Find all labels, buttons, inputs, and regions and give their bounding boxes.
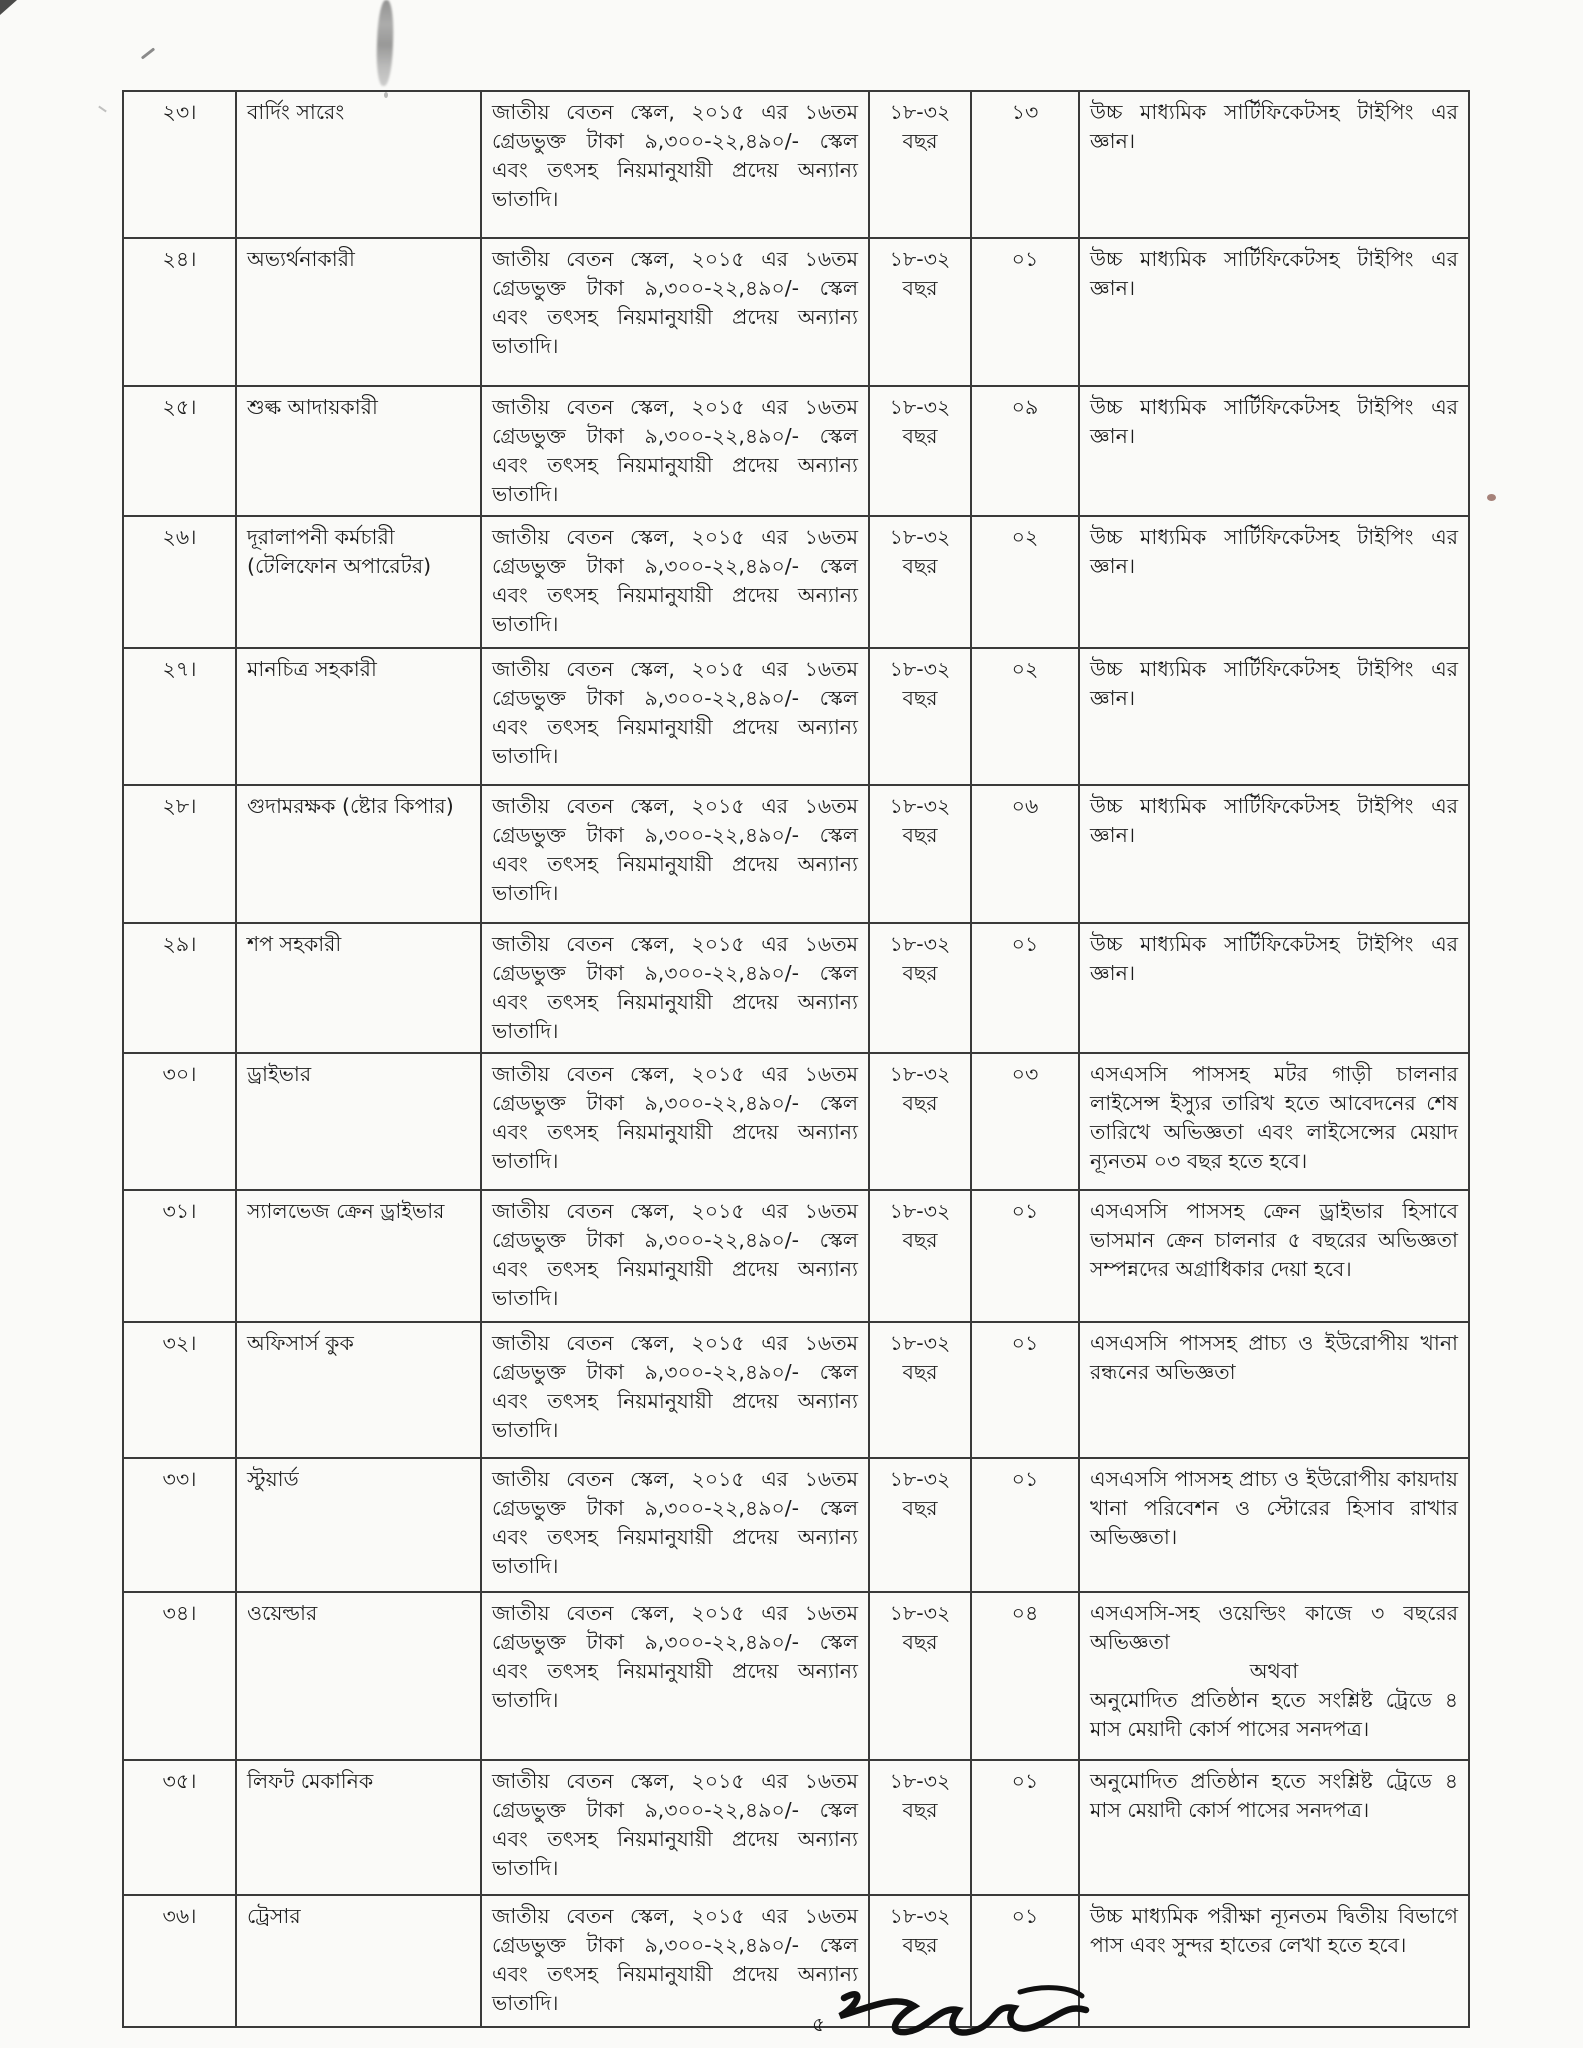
qualification-cell — [1079, 1895, 1469, 2027]
serial-cell: ৩৩। — [123, 1458, 236, 1592]
job-positions-table — [122, 90, 1470, 2028]
serial-cell: ২৬। — [123, 516, 236, 648]
post-name-cell: ট্রেসার — [236, 1895, 481, 2027]
serial-cell: ৩২। — [123, 1322, 236, 1458]
age-range-cell: ১৮-৩২ বছর — [869, 785, 971, 923]
table-row — [123, 1053, 1469, 1190]
age-range-cell: ১৮-৩২ বছর — [869, 1760, 971, 1895]
vacancies-cell: ০৯ — [971, 386, 1079, 516]
qualification-cell — [1079, 1053, 1469, 1190]
vacancies-cell: ০১ — [971, 238, 1079, 386]
page-number: ৫ — [812, 2012, 825, 2036]
post-name-cell: মানচিত্র সহকারী — [236, 648, 481, 785]
qualification-line: উচ্চ মাধ্যমিক সার্টিফিকেটসহ টাইপিং এর জ্ঞান। — [1090, 794, 1458, 847]
age-range-cell: ১৮-৩২ বছর — [869, 1895, 971, 2027]
post-name-cell: শুল্ক আদায়কারী — [236, 386, 481, 516]
qualification-line: অনুমোদিত প্রতিষ্ঠান হতে সংশ্লিষ্ট ট্রেডে ৪ মাস মেয়াদী কোর্স পাসের সনদপত্র। — [1090, 1688, 1458, 1741]
age-range-cell: ১৮-৩২ বছর — [869, 1190, 971, 1322]
table-row — [123, 91, 1469, 238]
signature-mark — [826, 1984, 1126, 2048]
qualification-line: উচ্চ মাধ্যমিক সার্টিফিকেটসহ টাইপিং এর জ্ঞান। — [1090, 100, 1458, 153]
serial-cell: ২৪। — [123, 238, 236, 386]
table-row — [123, 785, 1469, 923]
age-range-cell: ১৮-৩২ বছর — [869, 648, 971, 785]
qualification-cell — [1079, 648, 1469, 785]
pay-scale-cell: জাতীয় বেতন স্কেল, ২০১৫ এর ১৬তম গ্রেডভুক্ত টাকা ৯,৩০০-২২,৪৯০/- স্কেল এবং তৎসহ নিয়মানুযায়ী প্রদেয় অন্যান্য ভাতাদি। — [481, 785, 869, 923]
qualification-cell — [1079, 1458, 1469, 1592]
serial-cell: ৩৫। — [123, 1760, 236, 1895]
serial-cell: ৩৪। — [123, 1592, 236, 1760]
post-name-cell: বার্দিং সারেং — [236, 91, 481, 238]
table-row — [123, 923, 1469, 1053]
corner-fold-artifact — [0, 0, 17, 15]
qualification-line: উচ্চ মাধ্যমিক সার্টিফিকেটসহ টাইপিং এর জ্ঞান। — [1090, 395, 1458, 448]
qualification-line: এসএসসি পাসসহ মটর গাড়ী চালনার লাইসেন্স ইস্যুর তারিখ হতে আবেদনের শেষ তারিখে অভিজ্ঞতা এবং লাইসেন্সের মেয়াদ ন্যূনতম ০৩ বছর হতে হবে। — [1090, 1062, 1458, 1173]
vacancies-cell: ০২ — [971, 648, 1079, 785]
qualification-cell — [1079, 386, 1469, 516]
pen-tick-artifact — [141, 47, 155, 59]
age-range-cell: ১৮-৩২ বছর — [869, 923, 971, 1053]
age-range-cell: ১৮-৩২ বছর — [869, 238, 971, 386]
age-range-cell: ১৮-৩২ বছর — [869, 1322, 971, 1458]
post-name-cell: লিফট মেকানিক — [236, 1760, 481, 1895]
age-range-cell: ১৮-৩২ বছর — [869, 1053, 971, 1190]
qualification-cell — [1079, 1760, 1469, 1895]
age-range-cell: ১৮-৩২ বছর — [869, 386, 971, 516]
vacancies-cell: ০৩ — [971, 1053, 1079, 1190]
pay-scale-cell: জাতীয় বেতন স্কেল, ২০১৫ এর ১৬তম গ্রেডভুক্ত টাকা ৯,৩০০-২২,৪৯০/- স্কেল এবং তৎসহ নিয়মানুযায়ী প্রদেয় অন্যান্য ভাতাদি। — [481, 386, 869, 516]
qualification-line: উচ্চ মাধ্যমিক সার্টিফিকেটসহ টাইপিং এর জ্ঞান। — [1090, 525, 1458, 578]
pay-scale-cell: জাতীয় বেতন স্কেল, ২০১৫ এর ১৬তম গ্রেডভুক্ত টাকা ৯,৩০০-২২,৪৯০/- স্কেল এবং তৎসহ নিয়মানুযায়ী প্রদেয় অন্যান্য ভাতাদি। — [481, 1322, 869, 1458]
pay-scale-cell: জাতীয় বেতন স্কেল, ২০১৫ এর ১৬তম গ্রেডভুক্ত টাকা ৯,৩০০-২২,৪৯০/- স্কেল এবং তৎসহ নিয়মানুযায়ী প্রদেয় অন্যান্য ভাতাদি। — [481, 1458, 869, 1592]
ink-smudge-artifact — [376, 0, 395, 86]
qualification-line: এসএসসি পাসসহ ক্রেন ড্রাইভার হিসাবে ভাসমান ক্রেন চালনার ৫ বছরের অভিজ্ঞতা সম্পন্নদের অগ্রাধিকার দেয়া হবে। — [1090, 1199, 1458, 1281]
table-row — [123, 1190, 1469, 1322]
table-row — [123, 1592, 1469, 1760]
table-row — [123, 238, 1469, 386]
post-name-cell: অফিসার্স কুক — [236, 1322, 481, 1458]
post-name-cell: ড্রাইভার — [236, 1053, 481, 1190]
age-range-cell: ১৮-৩২ বছর — [869, 91, 971, 238]
qualification-line: অথবা — [1249, 1659, 1299, 1683]
table-row — [123, 648, 1469, 785]
serial-cell: ৩৬। — [123, 1895, 236, 2027]
vacancies-cell: ০১ — [971, 1760, 1079, 1895]
table-row — [123, 1895, 1469, 2027]
pay-scale-cell: জাতীয় বেতন স্কেল, ২০১৫ এর ১৬তম গ্রেডভুক্ত টাকা ৯,৩০০-২২,৪৯০/- স্কেল এবং তৎসহ নিয়মানুযায়ী প্রদেয় অন্যান্য ভাতাদি। — [481, 1592, 869, 1760]
serial-cell: ২৮। — [123, 785, 236, 923]
pen-tick-artifact — [98, 106, 107, 113]
post-name-cell: স্টুয়ার্ড — [236, 1458, 481, 1592]
vacancies-cell: ০১ — [971, 1895, 1079, 2027]
serial-cell: ২৯। — [123, 923, 236, 1053]
qualification-cell — [1079, 1190, 1469, 1322]
pay-scale-cell: জাতীয় বেতন স্কেল, ২০১৫ এর ১৬তম গ্রেডভুক্ত টাকা ৯,৩০০-২২,৪৯০/- স্কেল এবং তৎসহ নিয়মানুযায়ী প্রদেয় অন্যান্য ভাতাদি। — [481, 1053, 869, 1190]
vacancies-cell: ০৬ — [971, 785, 1079, 923]
age-range-cell: ১৮-৩২ বছর — [869, 1592, 971, 1760]
post-name-cell: শপ সহকারী — [236, 923, 481, 1053]
serial-cell: ৩১। — [123, 1190, 236, 1322]
qualification-line: এসএসসি-সহ ওয়েল্ডিং কাজে ৩ বছরের অভিজ্ঞতা — [1090, 1601, 1458, 1654]
pay-scale-cell: জাতীয় বেতন স্কেল, ২০১৫ এর ১৬তম গ্রেডভুক্ত টাকা ৯,৩০০-২২,৪৯০/- স্কেল এবং তৎসহ নিয়মানুযায়ী প্রদেয় অন্যান্য ভাতাদি। — [481, 1760, 869, 1895]
vacancies-cell: ০৪ — [971, 1592, 1079, 1760]
table-row — [123, 1322, 1469, 1458]
post-name-cell: গুদামরক্ষক (ষ্টোর কিপার) — [236, 785, 481, 923]
qualification-line: উচ্চ মাধ্যমিক সার্টিফিকেটসহ টাইপিং এর জ্ঞান। — [1090, 932, 1458, 985]
serial-cell: ২৫। — [123, 386, 236, 516]
post-name-cell: অভ্যর্থনাকারী — [236, 238, 481, 386]
pay-scale-cell: জাতীয় বেতন স্কেল, ২০১৫ এর ১৬তম গ্রেডভুক্ত টাকা ৯,৩০০-২২,৪৯০/- স্কেল এবং তৎসহ নিয়মানুযায়ী প্রদেয় অন্যান্য ভাতাদি। — [481, 648, 869, 785]
vacancies-cell: ০১ — [971, 923, 1079, 1053]
vacancies-cell: ০২ — [971, 516, 1079, 648]
qualification-cell — [1079, 516, 1469, 648]
pay-scale-cell: জাতীয় বেতন স্কেল, ২০১৫ এর ১৬তম গ্রেডভুক্ত টাকা ৯,৩০০-২২,৪৯০/- স্কেল এবং তৎসহ নিয়মানুযায়ী প্রদেয় অন্যান্য ভাতাদি। — [481, 923, 869, 1053]
qualification-cell — [1079, 1322, 1469, 1458]
qualification-cell — [1079, 91, 1469, 238]
ink-dot-artifact — [1487, 494, 1496, 501]
qualification-line: উচ্চ মাধ্যমিক সার্টিফিকেটসহ টাইপিং এর জ্ঞান। — [1090, 247, 1458, 300]
vacancies-cell: ০১ — [971, 1322, 1079, 1458]
pay-scale-cell: জাতীয় বেতন স্কেল, ২০১৫ এর ১৬তম গ্রেডভুক্ত টাকা ৯,৩০০-২২,৪৯০/- স্কেল এবং তৎসহ নিয়মানুযায়ী প্রদেয় অন্যান্য ভাতাদি। — [481, 516, 869, 648]
qualification-cell — [1079, 923, 1469, 1053]
table-row — [123, 516, 1469, 648]
serial-cell: ২৭। — [123, 648, 236, 785]
post-name-cell: ওয়েল্ডার — [236, 1592, 481, 1760]
table-row — [123, 386, 1469, 516]
table-row — [123, 1458, 1469, 1592]
vacancies-cell: ০১ — [971, 1190, 1079, 1322]
qualification-line: এসএসসি পাসসহ প্রাচ্য ও ইউরোপীয় কায়দায় খানা পরিবেশন ও স্টোরের হিসাব রাখার অভিজ্ঞতা। — [1090, 1467, 1458, 1549]
pay-scale-cell: জাতীয় বেতন স্কেল, ২০১৫ এর ১৬তম গ্রেডভুক্ত টাকা ৯,৩০০-২২,৪৯০/- স্কেল এবং তৎসহ নিয়মানুযায়ী প্রদেয় অন্যান্য ভাতাদি। — [481, 238, 869, 386]
age-range-cell: ১৮-৩২ বছর — [869, 516, 971, 648]
qualification-line: এসএসসি পাসসহ প্রাচ্য ও ইউরোপীয় খানা রন্ধনের অভিজ্ঞতা — [1090, 1331, 1458, 1384]
vacancies-cell: ১৩ — [971, 91, 1079, 238]
pay-scale-cell: জাতীয় বেতন স্কেল, ২০১৫ এর ১৬তম গ্রেডভুক্ত টাকা ৯,৩০০-২২,৪৯০/- স্কেল এবং তৎসহ নিয়মানুযায়ী প্রদেয় অন্যান্য ভাতাদি। — [481, 91, 869, 238]
qualification-line: অনুমোদিত প্রতিষ্ঠান হতে সংশ্লিষ্ট ট্রেডে ৪ মাস মেয়াদী কোর্স পাসের সনদপত্র। — [1090, 1769, 1458, 1822]
serial-cell: ৩০। — [123, 1053, 236, 1190]
vacancies-cell: ০১ — [971, 1458, 1079, 1592]
qualification-cell — [1079, 238, 1469, 386]
qualification-line: উচ্চ মাধ্যমিক পরীক্ষা ন্যূনতম দ্বিতীয় বিভাগে পাস এবং সুন্দর হাতের লেখা হতে হবে। — [1090, 1904, 1458, 1957]
serial-cell: ২৩। — [123, 91, 236, 238]
qualification-line: উচ্চ মাধ্যমিক সার্টিফিকেটসহ টাইপিং এর জ্ঞান। — [1090, 657, 1458, 710]
pay-scale-cell: জাতীয় বেতন স্কেল, ২০১৫ এর ১৬তম গ্রেডভুক্ত টাকা ৯,৩০০-২২,৪৯০/- স্কেল এবং তৎসহ নিয়মানুযায়ী প্রদেয় অন্যান্য ভাতাদি। — [481, 1895, 869, 2027]
table-row — [123, 1760, 1469, 1895]
qualification-cell — [1079, 1592, 1469, 1760]
job-table-body — [123, 91, 1469, 2027]
qualification-cell — [1079, 785, 1469, 923]
pay-scale-cell: জাতীয় বেতন স্কেল, ২০১৫ এর ১৬তম গ্রেডভুক্ত টাকা ৯,৩০০-২২,৪৯০/- স্কেল এবং তৎসহ নিয়মানুযায়ী প্রদেয় অন্যান্য ভাতাদি। — [481, 1190, 869, 1322]
post-name-cell: দূরালাপনী কর্মচারী (টেলিফোন অপারেটর) — [236, 516, 481, 648]
post-name-cell: স্যালভেজ ক্রেন ড্রাইভার — [236, 1190, 481, 1322]
age-range-cell: ১৮-৩২ বছর — [869, 1458, 971, 1592]
